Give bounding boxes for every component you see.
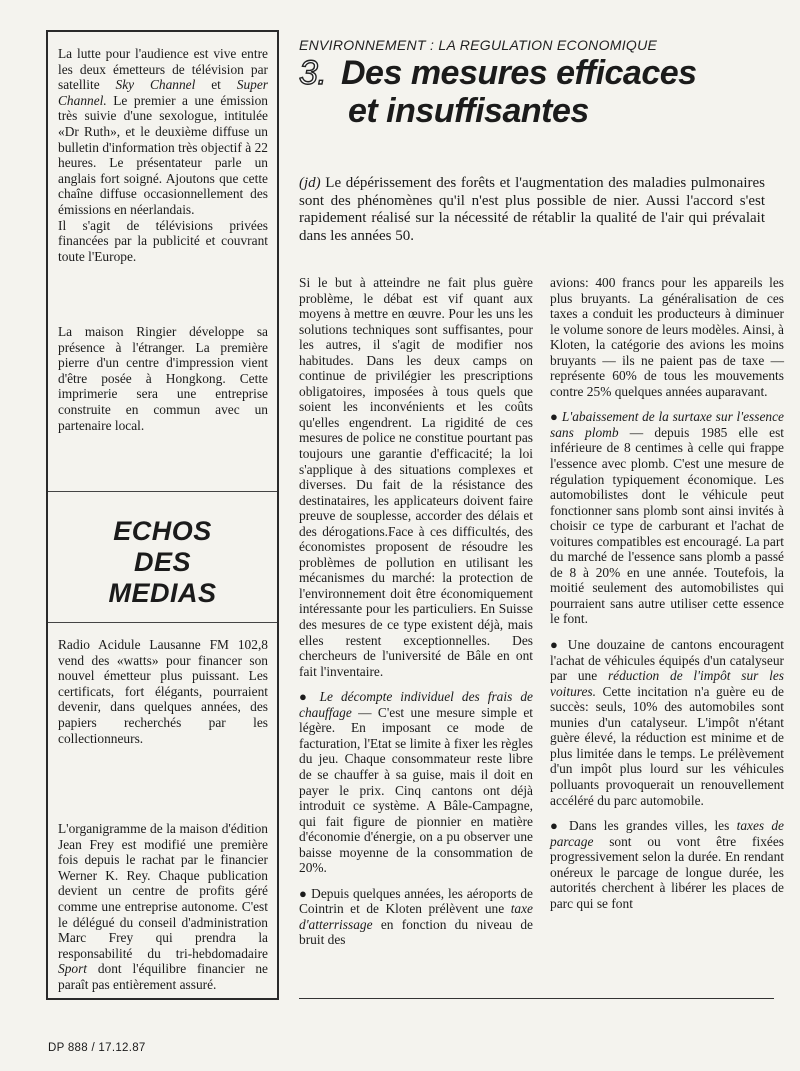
article-column-1 [299, 275, 533, 958]
text: — depuis 1985 elle est inférieure de 8 centimes à celle qui frappe l'essence avec plomb. C'est une mesure de régulation typiquement économique. Les automobilistes dont le véhicule peut fonctionner sans plomb sont ainsi invités à choisir ce type de carburant et l'achat de voitures compatibles est encouragé. La part du marché de l'essence sans plomb a passé de 8 à 20% en une année. Toutefois, la moitié seulement des automobilistes qui pourraient sans autre utiliser cette essence le font. [550, 424, 785, 627]
echos-line: ECHOS [113, 516, 212, 546]
text: Dans les grandes villes, les [561, 818, 737, 834]
text-emphasis: taxes de parcage [550, 818, 785, 849]
bottom-rule [299, 998, 774, 999]
echos-line: MEDIAS [108, 578, 217, 608]
sidebar-paragraph: La maison Ringier développe sa présence à l'étranger. La première pierre d'un centre d'impression vient d'être posée à Hongkong. Cette imprimerie sera une entreprise construite en commun avec un partenaire local. [58, 324, 268, 433]
bullet-icon: ● [299, 885, 308, 901]
sidebar-paragraph [58, 46, 268, 218]
paragraph: avions: 400 francs pour les appareils les plus bruyants. La généralisation de ces taxes a conduit les producteurs à diminuer le volume sonore de leurs modèles. Ainsi, à Kloten, la catégorie des avions les moins bruyants — ils ne paient pas de taxe — représente 60% de tous les mouvements contre 25% quelques années auparavant. [550, 275, 784, 399]
bullet-icon: ● [299, 689, 312, 705]
sidebar-item-ringier [58, 324, 268, 433]
lead-text: Le dépérissement des forêts et l'augmentation des maladies pulmonaires sont des phénomènes qu'il n'est plus possible de nier. Aussi l'accord s'est rapidement réalisé sur la nécessité de rétablir la qualité de l'air qui prévalait dans les années 50. [299, 175, 765, 244]
paragraph [550, 409, 784, 627]
headline-line-1: Des mesures efficaces [341, 54, 697, 92]
text-emphasis: L'abaissement de la surtaxe sur l'essence sans plomb [550, 409, 784, 440]
text-emphasis: Super Channel. [58, 77, 268, 108]
text: sont ou vont être fixées progressivement selon la durée. En rendant onéreux le parcage de longue durée, les autorités cherchent à libérer les places de parc qui se font [550, 833, 784, 911]
bullet-icon: ● [550, 818, 562, 834]
article-headline [299, 54, 779, 130]
text: Une douzaine de cantons encouragent l'achat de véhicules équipés d'un catalyseur par une [550, 637, 784, 684]
sidebar-paragraph [58, 821, 268, 993]
text: La lutte pour l'audience est vive entre les deux émetteurs de télévision par satellite [58, 46, 268, 93]
text: et [195, 77, 237, 93]
text-emphasis: Le décompte individuel des frais de chauffage [299, 689, 533, 720]
sidebar-item-radio-acidule [58, 637, 268, 746]
paragraph: Si le but à atteindre ne fait plus guère problème, le débat est vif quant aux moyens à mettre en œuvre. Pour les uns les solutions techniques sont suffisantes, pour les autres, il s'agit de modifier nos habitudes. Dans les deux camps on continue de privilégier les prescriptions obligatoires, imposées à tous quels que soient les inconvénients et les coûts qu'elles engendrent. La rigidité de ces mesures de police ne constitue pourtant pas toujours une garantie d'efficacité; la loi s'applique à des situations complexes et diverses. Du fait de la résistance des destinataires, les applicateurs doivent faire preuve de souplesse, accorder des délais et des dérogations.Face à ces difficultés, des économistes proposent de résoudre les problèmes de pollution en utilisant les mécanismes du marché: la protection de l'environnement doit être économiquement intéressante pour les particuliers. En Suisse des mesures de ce type existent déjà, mais elles restent exceptionnelles. Des chercheurs de l'université de Bâle en ont fait l'inventaire. [299, 275, 533, 679]
sidebar-item-jean-frey [58, 821, 268, 993]
section-title-echos [48, 491, 277, 623]
headline-line-2: et insuffisantes [348, 92, 589, 130]
text: L'organigramme de la maison d'édition Jean Frey est modifié une première fois depuis le rachat par le financier Werner K. Rey. Chaque publication devient un centre de profits géré comme une entreprise autonome. C'est le délégué du conseil d'administration Marc Frey qui prendra la responsabilité du tri-hebdomadaire [58, 821, 268, 961]
article-number: 3. [299, 54, 327, 92]
sidebar-item-satellite-tv [58, 46, 268, 264]
text: dont l'équilibre financier ne paraît pas entièrement assuré. [58, 961, 268, 992]
text: Le premier a une émission très suivie d'une sexologue, intitulée «Dr Ruth», et le deuxième diffuse un bulletin d'information très objectif à 22 heures. Le présentateur parle un anglais fort soigné. Ajoutons que cette chaîne diffuse occasionnellement des émissions en néerlandais. [58, 92, 268, 217]
sidebar-box [46, 30, 279, 1000]
text: en fonction du niveau de bruit des [299, 916, 533, 948]
lead-tag: (jd) [299, 175, 321, 191]
paragraph [299, 886, 533, 948]
sidebar-paragraph: Il s'agit de télévisions privées financées par la publicité et couvrant toute l'Europe. [58, 217, 268, 264]
text-emphasis: Sport [58, 961, 88, 977]
article-lead [299, 175, 765, 245]
text-emphasis: taxe d'atterrissage [299, 901, 533, 932]
echos-line: DES [133, 547, 192, 577]
article-column-2 [550, 275, 784, 921]
text-emphasis: Sky Channel [115, 77, 196, 93]
article-kicker: ENVIRONNEMENT : LA REGULATION ECONOMIQUE [299, 37, 658, 53]
text: — C'est une mesure simple et légère. En imposant ce mode de facturation, l'Etat se limite à fixer les règles du jeu. Chaque consommateur reste libre de se chauffer à sa guise, mais il doit en payer le prix. Cinq cantons ont déjà introduit ce système. A Bâle-Campagne, qui fait figure de pionnier en matière d'économie d'énergie, on a pu observer une baisse moyenne de la consommation de 20%. [299, 704, 533, 876]
sidebar-paragraph: Radio Acidule Lausanne FM 102,8 vend des «watts» pour financer son nouvel émetteur plus puissant. Les certificats, fort élégants, pourraient devenir, dans quelques années, des papiers recherchés par les collectionneurs. [58, 637, 268, 746]
bullet-icon: ● [550, 637, 562, 653]
page-footer: DP 888 / 17.12.87 [48, 1042, 146, 1054]
text: Cette incitation n'a guère eu de succès: seuls, 10% des automobiles sont munies d'un catalyseur. L'impôt n'étant guère élevé, la réduction est minime et de plus limitée dans le temps. Le prélèvement d'un impôt plus lourd sur les véhicules polluants provoquerait un renouvellement accéléré du parc automobile. [550, 683, 784, 808]
paragraph [550, 818, 784, 911]
paragraph [299, 689, 533, 876]
text-emphasis: réduction de l'impôt sur les voitures. [550, 668, 784, 699]
text: Depuis quelques années, les aéroports de Cointrin et de Kloten prélèvent une [299, 885, 533, 917]
bullet-icon: ● [550, 409, 559, 425]
paragraph [550, 637, 784, 808]
